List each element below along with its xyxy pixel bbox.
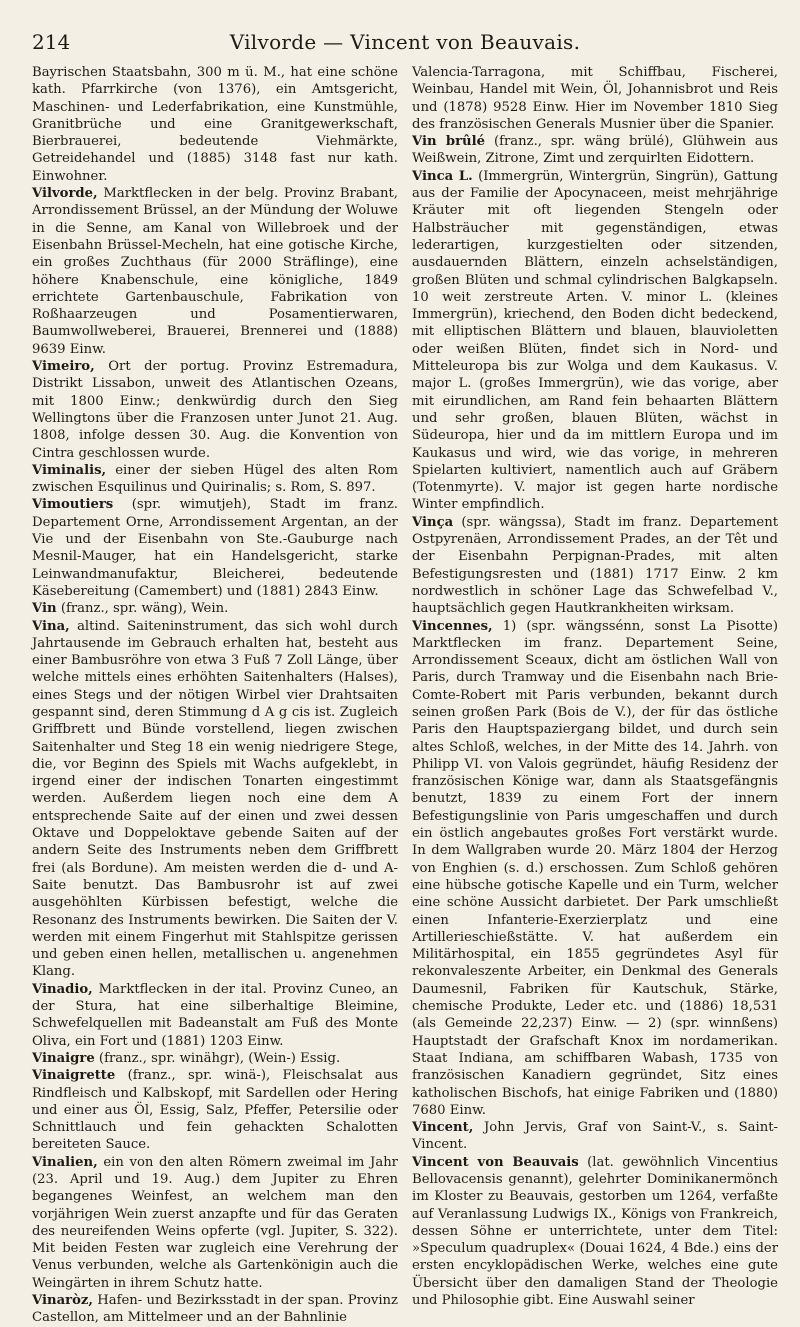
dictionary-entry	[32, 1154, 398, 1292]
entry-text: Ort der portug. Provinz Estremadura, Distrikt Lissabon, unweit des Atlantischen Ozeans, mit 1800 Einw.; denkwürdig durch den Sieg Wellingtons über die Franzosen unter Junot 21. Aug. 1808, infolge dessen 30. Aug. die Konvention von Cintra geschlossen wurde.	[32, 359, 398, 461]
entry-text: (franz., spr. wäng brülé), Glühwein aus Weißwein, Zitrone, Zimt und zerquirlten Eidottern.	[412, 134, 778, 167]
entry-text: (lat. gewöhnlich Vincentius Bellovacensis genannt), gelehrter Dominikanermönch im Kloster zu Beauvais, gestorben um 1264, verfaßte auf Veranlassung Ludwigs IX., Königs von Frankreich, dessen Söhne er unterrichtete, unter dem Titel: »Speculum quadruplex« (Douai 1624, 4 Bde.) eins der ersten encyklopädischen Werke, welches eine gute Übersicht über den damaligen Stand der Theologie und Philosophie gibt. Eine Auswahl seiner	[412, 1154, 778, 1309]
entry-headword: Vinça	[412, 514, 454, 530]
dictionary-entry	[32, 1292, 398, 1327]
entry-text: Hafen- und Bezirksstadt in der span. Provinz Castellon, am Mittelmeer und an der Bahnlinie	[32, 1293, 398, 1326]
entry-headword: Vinaigrette	[32, 1068, 116, 1084]
entry-text: (Immergrün, Wintergrün, Singrün), Gattung aus der Familie der Apocynaceen, meist mehrjährige Kräuter mit oft liegenden Stengeln oder Halbsträucher mit gegenständigen, etwas lederartigen, kurzgestielten oder sitzenden, ausdauernden Blättern, einzeln achselständigen, großen Blüten und schmal cylindrischen Balgkapseln. 10 weit zerstreute Arten. V. minor L. (kleines Immergrün), kriechend, den Boden dicht bedeckend, mit elliptischen Blättern und blauen, blauvioletten oder weißen Blüten, findet sich in Nord- und Mitteleuropa bis zur Wolga und dem Kaukasus. V. major L. (großes Immergrün), wie das vorige, aber mit eirundlichen, am Rand fein behaarten Blättern und sehr großen, blauen Blüten, wächst in Südeuropa, hier und da im mittlern Europa und im Kaukasus und wird, wie das vorige, in mehreren Spielarten kultiviert, namentlich auch auf Gräbern (Totenmyrte). V. major ist gegen harte nordische Winter empfindlich.	[412, 168, 778, 513]
entry-headword: Vinalien,	[32, 1154, 98, 1170]
entry-headword: Vin	[32, 601, 57, 617]
entry-text: 1) (spr. wängssénn, sonst La Pisotte) Marktflecken im franz. Departement Seine, Arrondissement Sceaux, dicht am östlichen Wall von Paris, durch Tramway und die Eisenbahn nach Brie-Comte-Robert mit Paris verbunden, bekannt durch seinen großen Park (Bois de V.), der für das östliche Paris den Hauptspaziergang bildet, und durch sein altes Schloß, welches, in der Mitte des 14. Jahrh. von Philipp VI. von Valois gegründet, häufig Residenz der französischen Könige war, dann als Staatsgefängnis benutzt, 1839 zu einem Fort der innern Befestigungslinie von Paris umgeschaffen und durch ein östlich angebautes großes Fort verstärkt wurde. In dem Wallgraben wurde 20. März 1804 der Herzog von Enghien (s. d.) erschossen. Zum Schloß gehören eine hübsche gotische Kapelle und ein Turm, welcher eine schöne Aussicht darbietet. Der Park umschließt einen Infanterie-Exerzierplatz und eine Artillerieschießstätte. V. hat außerdem ein Militärhospital, ein 1855 gegründetes Asyl für rekonvaleszente Arbeiter, ein Denkmal des Generals Daumesnil, Fabriken für Kautschuk, Stärke, chemische Produkte, Leder etc. und (1886) 18,531 (als Gemeinde 22,237) Einw. — 2) (spr. winnßens) Hauptstadt der Grafschaft Knox im nordamerikan. Staat Indiana, am schiffbaren Wabash, 1735 von französischen Kanadiern gegründet, Sitz eines katholischen Bischofs, hat einige Fabriken und (1880) 7680 Einw.	[412, 618, 778, 1118]
entry-text: (franz., spr. wäng), Wein.	[60, 601, 229, 617]
dictionary-entry	[32, 600, 398, 617]
entry-headword: Vimoutiers	[32, 497, 114, 513]
dictionary-entry	[32, 462, 398, 497]
dictionary-entry	[32, 1050, 398, 1067]
left-column	[32, 64, 398, 1327]
right-column	[412, 64, 778, 1327]
dictionary-entry	[32, 64, 398, 185]
dictionary-entry	[32, 496, 398, 600]
page-number: 214	[32, 30, 71, 54]
dictionary-entry	[32, 1067, 398, 1153]
dictionary-entry	[32, 358, 398, 462]
dictionary-entry	[32, 618, 398, 981]
dictionary-entry	[412, 514, 778, 618]
dictionary-entry	[412, 1119, 778, 1154]
entry-text: Marktflecken in der ital. Provinz Cuneo, an der Stura, hat eine silberhaltige Bleimine, Schwefelquellen mit Badeanstalt am Fuß des Monte Oliva, ein Fort und (1881) 1203 Einw.	[32, 981, 398, 1049]
dictionary-entry	[412, 1154, 778, 1310]
entry-text: (franz., spr. winähgr), (Wein-) Essig.	[98, 1050, 341, 1066]
dictionary-entry	[32, 185, 398, 358]
running-title: Vilvorde — Vincent von Beauvais.	[229, 30, 581, 54]
dictionary-entry	[32, 981, 398, 1050]
entry-text: (spr. wimutjeh), Stadt im franz. Departement Orne, Arrondissement Argentan, an der Vie und der Eisenbahn von Ste.-Gauburge nach Mesnil-Mauger, hat ein Handelsgericht, starke Leinwandmanufaktur, Bleicherei, bedeutende Käsebereitung (Camembert) und (1881) 2843 Einw.	[32, 497, 398, 599]
dictionary-entry	[412, 64, 778, 133]
entry-headword: Vinadio,	[32, 981, 93, 997]
dictionary-entry	[412, 168, 778, 514]
entry-text: ein von den alten Römern zweimal im Jahr (23. April und 19. Aug.) dem Jupiter zu Ehren begangenes Weinfest, an welchem man den vorjährigen Wein zuerst anzapfte und für das Geraten des neureifenden Weins opferte (vgl. Jupiter, S. 322). Mit beiden Festen war zugleich eine Verehrung der Venus verbunden, welche als Gartenkönigin auch die Weingärten in ihrem Schutz hatte.	[32, 1154, 398, 1291]
entry-text: Marktflecken in der belg. Provinz Brabant, Arrondissement Brüssel, an der Mündung der Woluwe in die Senne, am Kanal von Willebroek und der Eisenbahn Brüssel-Mecheln, hat eine gotische Kirche, ein großes Zuchthaus (für 2000 Sträflinge), eine höhere Knabenschule, eine königliche, 1849 errichtete Gartenbauschule, Fabrikation von Roßhaarzeugen und Posamentierwaren, Baumwollweberei, Brauerei, Brennerei und (1888) 9639 Einw.	[32, 186, 398, 357]
entry-headword: Vilvorde,	[32, 186, 98, 202]
dictionary-entry	[412, 618, 778, 1120]
entry-headword: Vinaròz,	[32, 1293, 93, 1309]
entry-text: altind. Saiteninstrument, das sich wohl durch Jahrtausende im Gebrauch erhalten hat, besteht aus einer Bambusröhre von etwa 3 Fuß 7 Zoll Länge, über welche mittels eines erhöhten Saitenhalters (Halses), eines Stegs und der nötigen Wirbel vier Drahtsaiten gespannt sind, deren Stimmung d A g cis ist. Zugleich Griffbrett und Bünde vorstellend, liegen zwischen Saitenhalter und Steg 18 ein wenig niedrigere Stege, die, vor Beginn des Spiels mit Wachs aufgeklebt, in irgend einer der indischen Tonarten eingestimmt werden. Außerdem liegen noch eine dem A entsprechende Saite auf der einen und zwei dessen Oktave und Doppeloktave gebende Saiten auf der andern Seite des Instruments neben dem Griffbrett frei (als Bordune). Am meisten werden die d- und A-Saite benutzt. Das Bambusrohr ist auf zwei ausgehöhlten Kürbissen befestigt, welche die Resonanz des Instruments bewirken. Die Saiten der V. werden mit einem Fingerhut mit Stahlspitze gerissen und geben einen hellen, metallischen u. angenehmen Klang.	[32, 618, 398, 980]
entry-text: Valencia-Tarragona, mit Schiffbau, Fischerei, Weinbau, Handel mit Wein, Öl, Johannisbrot und Reis und (1878) 9528 Einw. Hier im November 1810 Sieg des französischen Generals Musnier über die Spanier.	[412, 65, 778, 132]
entry-text: John Jervis, Graf von Saint-V., s. Saint-Vincent.	[412, 1120, 778, 1153]
entry-text: (franz., spr. winä-), Fleischsalat aus Rindfleisch und Kalbskopf, mit Sardellen oder Hering und einer aus Öl, Essig, Salz, Pfeffer, Petersilie oder Schnittlauch und fein gehackten Schalotten bereiteten Sauce.	[32, 1068, 398, 1153]
entry-headword: Vincennes,	[412, 618, 493, 634]
entry-headword: Vincent von Beauvais	[412, 1154, 579, 1170]
entry-text: (spr. wängssa), Stadt im franz. Departement Ostpyrenäen, Arrondissement Prades, an der Têt und der Eisenbahn Perpignan-Prades, mit alten Befestigungsresten und (1881) 1717 Einw. 2 km nordwestlich in schöner Lage das Schwefelbad V., hauptsächlich gegen Hautkrankheiten wirksam.	[412, 514, 778, 617]
entry-headword: Vinca L.	[412, 168, 473, 184]
entry-headword: Vin brûlé	[412, 134, 486, 150]
entry-text: einer der sieben Hügel des alten Rom zwischen Esquilinus und Quirinalis; s. Rom, S. 897.	[32, 462, 398, 496]
entry-text: Bayrischen Staatsbahn, 300 m ü. M., hat eine schöne kath. Pfarrkirche (von 1376), ein Amtsgericht, Maschinen- und Lederfabrikation, eine Kunstmühle, Granitbrüche und eine Granitgewerkschaft, Bierbrauerei, bedeutende Viehmärkte, Getreidehandel und (1885) 3148 fast nur kath. Einwohner.	[32, 65, 398, 184]
dictionary-entry	[412, 133, 778, 168]
entry-headword: Vina,	[32, 618, 70, 634]
page-header	[32, 30, 778, 60]
text-columns	[32, 64, 778, 1327]
entry-headword: Vincent,	[412, 1120, 474, 1136]
entry-headword: Vimeiro,	[32, 359, 95, 375]
entry-headword: Viminalis,	[32, 462, 107, 478]
entry-headword: Vinaigre	[32, 1050, 95, 1066]
